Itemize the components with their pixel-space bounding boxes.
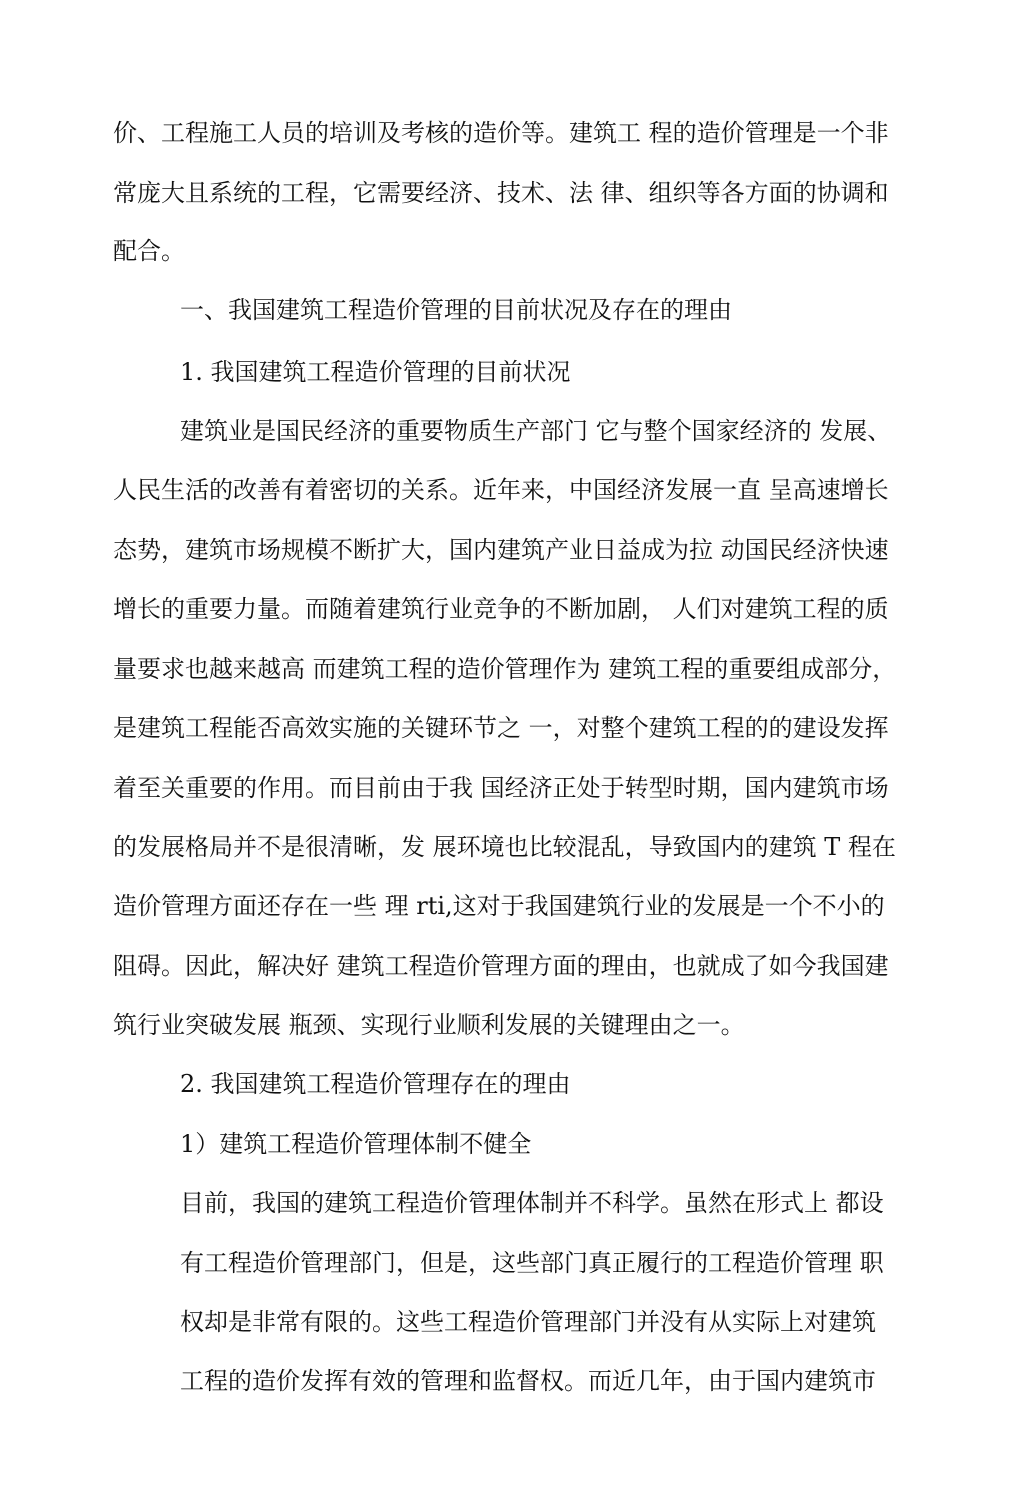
paragraph-line: 有工程造价管理部门，但是，这些部门真正履行的工程造价管理 职	[180, 1249, 884, 1277]
paragraph-line: 权却是非常有限的。这些工程造价管理部门并没有从实际上对建筑	[180, 1308, 876, 1336]
paragraph-line: 造价管理方面还存在一些 理 rti,这对于我国建筑行业的发展是一个不小的	[113, 892, 885, 920]
paragraph-line: 价、工程施工人员的培训及考核的造价等。建筑工 程的造价管理是一个非	[113, 119, 889, 147]
paragraph-line: 着至关重要的作用。而目前由于我 国经济正处于转型时期，国内建筑市场	[113, 774, 889, 802]
item-heading: 1）建筑工程造价管理体制不健全	[180, 1130, 532, 1158]
section-heading: 一、我国建筑工程造价管理的目前状况及存在的理由	[180, 296, 732, 324]
paragraph-line: 建筑业是国民经济的重要物质生产部门 它与整个国家经济的 发展、	[180, 417, 892, 445]
paragraph-line: 配合。	[113, 237, 185, 265]
paragraph-line: 态势，建筑市场规模不断扩大，国内建筑产业日益成为拉 动国民经济快速	[113, 536, 889, 564]
paragraph-line: 工程的造价发挥有效的管理和监督权。而近几年，由于国内建筑市	[180, 1367, 876, 1395]
paragraph-line: 常庞大且系统的工程，它需要经济、技术、法 律、组织等各方面的协调和	[113, 179, 889, 207]
subsection-heading: 2. 我国建筑工程造价管理存在的理由	[180, 1070, 571, 1098]
paragraph-line: 增长的重要力量。而随着建筑行业竞争的不断加剧， 人们对建筑工程的质	[113, 595, 889, 623]
paragraph-line: 目前，我国的建筑工程造价管理体制并不科学。虽然在形式上 都设	[180, 1189, 884, 1217]
paragraph-line: 阻碍。因此，解决好 建筑工程造价管理方面的理由，也就成了如今我国建	[113, 952, 889, 980]
paragraph-line: 量要求也越来越高 而建筑工程的造价管理作为 建筑工程的重要组成部分，	[113, 655, 897, 683]
paragraph-line: 的发展格局并不是很清晰，发 展环境也比较混乱，导致国内的建筑 T 程在	[113, 833, 896, 861]
paragraph-line: 筑行业突破发展 瓶颈、实现行业顺利发展的关键理由之一。	[113, 1011, 745, 1039]
paragraph-line: 人民生活的改善有着密切的关系。近年来，中国经济发展一直 呈高速增长	[113, 476, 889, 504]
subsection-heading: 1. 我国建筑工程造价管理的目前状况	[180, 358, 571, 386]
paragraph-line: 是建筑工程能否高效实施的关键环节之 一，对整个建筑工程的的建设发挥	[113, 714, 889, 742]
